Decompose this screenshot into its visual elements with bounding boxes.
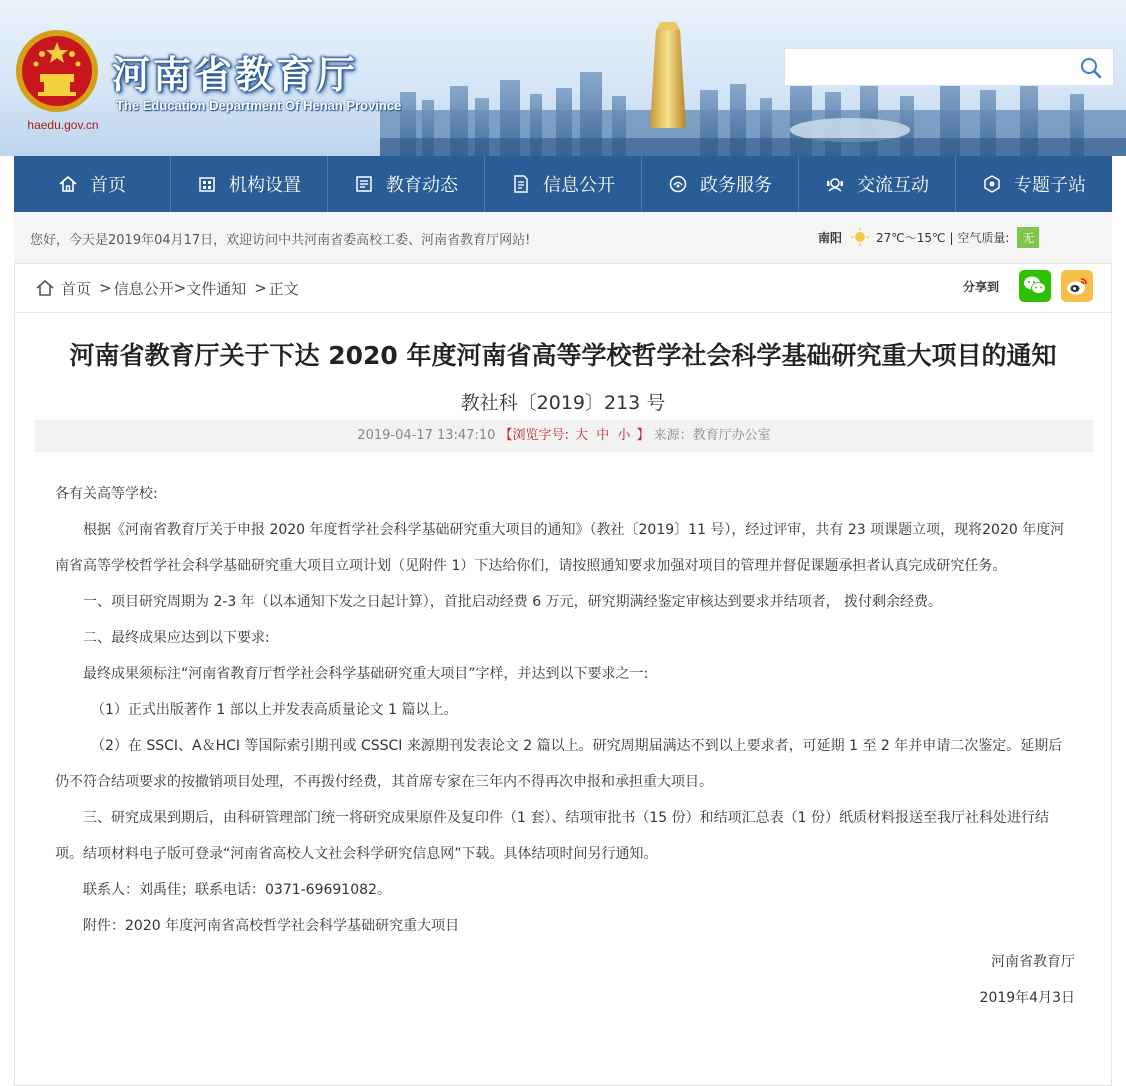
- breadcrumb: [35, 276, 299, 300]
- article-source: 来源：教育厅办公室: [653, 428, 771, 443]
- home-icon: [58, 174, 78, 194]
- weather-city: 南阳: [818, 230, 843, 245]
- content-divider: [15, 312, 1111, 313]
- font-size-selector: [500, 428, 654, 443]
- nav-label: 教育动态: [386, 175, 458, 196]
- breadcrumb-separator: >: [254, 279, 267, 297]
- article-paragraph: 根据《河南省教育厅关于申报 2020 年度哲学社会科学基础研究重大项目的通知》（教社〔2019〕11 号），经过评审，共有 23 项课题立项，现将2020 年度河南省高等学校哲学社会科学基础研究重大项目立项计划（见附件 1）下达给你们，请按照通知要求加强对项目的管理并督促课题承担者认真完成研究任务。: [55, 522, 1065, 574]
- breadcrumb-info-disclosure[interactable]: 信息公开: [113, 279, 174, 298]
- search-box: [784, 48, 1114, 86]
- nav-item-interaction[interactable]: [799, 156, 956, 212]
- article-meta-bar: [35, 420, 1093, 452]
- sun-icon: [850, 227, 870, 247]
- article-paragraph: （2）在 SSCI、A＆HCI 等国际索引期刊或 CSSCI 来源期刊发表论文 2 篇以上。研究周期届满达不到以上要求者，可延期 1 至 2 年并申请二次鉴定。延期后仍不符合结项要求的按撤销项目处理，不再拨付经费，其首席专家在三年内不得再次申报和承担重大项目。: [55, 738, 1063, 790]
- search-input[interactable]: [785, 49, 1075, 85]
- header-banner: [0, 0, 1126, 156]
- document-icon: [511, 174, 531, 194]
- nav-label: 机构设置: [229, 175, 301, 196]
- site-subtitle: The Education Department Of Henan Province: [116, 98, 402, 113]
- nav-item-topic-sites[interactable]: [956, 156, 1112, 212]
- nav-item-organization[interactable]: [171, 156, 328, 212]
- nav-item-info-disclosure[interactable]: [485, 156, 642, 212]
- nav-item-home[interactable]: [14, 156, 171, 212]
- news-icon: [354, 174, 374, 194]
- building-icon: [197, 174, 217, 194]
- nav-label: 政务服务: [700, 175, 772, 196]
- article-paragraph: （1）正式出版著作 1 部以上并发表高质量论文 1 篇以上。: [91, 702, 458, 718]
- topic-icon: [982, 174, 1002, 194]
- air-quality-badge: 无: [1017, 227, 1039, 248]
- weibo-icon: [1065, 275, 1089, 297]
- nav-item-education-news[interactable]: [328, 156, 485, 212]
- chat-icon: [825, 174, 845, 194]
- weibo-share-button[interactable]: [1061, 270, 1093, 302]
- font-size-label: 【浏览字号:: [499, 428, 569, 443]
- welcome-message: 您好，今天是2019年04月17日，欢迎访问中共河南省委高校工委、河南省教育厅网站!: [30, 233, 531, 248]
- weather-temperature: 27℃～15℃: [876, 230, 946, 245]
- article-title: 河南省教育厅关于下达 2020 年度河南省高等学校哲学社会科学基础研究重大项目的通知: [69, 341, 1057, 370]
- content-panel: [14, 264, 1112, 1086]
- font-size-close: 】: [636, 428, 650, 443]
- nav-label: 交流互动: [857, 175, 929, 196]
- share-label: 分享到: [962, 279, 999, 294]
- article-paragraph: 二、最终成果应达到以下要求:: [83, 630, 270, 646]
- article-paragraph: 联系人：刘禹佳；联系电话：0371-69691082。: [83, 882, 391, 898]
- nav-label: 首页: [90, 175, 126, 196]
- home-icon[interactable]: [35, 278, 55, 298]
- weather-widget: [818, 225, 1039, 249]
- font-size-medium-button[interactable]: 中: [596, 428, 610, 443]
- breadcrumb-separator: >: [173, 279, 187, 297]
- breadcrumb-separator: >: [99, 279, 112, 297]
- welcome-bar: [14, 212, 1112, 264]
- share-bar: [963, 270, 1093, 302]
- article-paragraph: 各有关高等学校:: [55, 486, 158, 502]
- article-body: [55, 476, 1075, 1016]
- service-icon: [668, 174, 688, 194]
- document-number: 教社科〔2019〕213 号: [460, 392, 666, 414]
- font-size-small-button[interactable]: 小: [617, 428, 631, 443]
- font-size-large-button[interactable]: 大: [575, 428, 589, 443]
- breadcrumb-home[interactable]: 首页: [61, 279, 92, 298]
- article-paragraph: 最终成果须标注“河南省教育厅哲学社会科学基础研究重大项目”字样，并达到以下要求之一:: [83, 666, 649, 682]
- site-title[interactable]: 河南省教育厅: [112, 53, 359, 97]
- air-quality-label: | 空气质量:: [949, 230, 1010, 245]
- breadcrumb-file-notice[interactable]: 文件通知: [186, 279, 247, 298]
- article-paragraph: 河南省教育厅: [991, 954, 1075, 970]
- wechat-share-button[interactable]: [1019, 270, 1051, 302]
- article-paragraph: 一、项目研究周期为 2-3 年（以本通知下发之日起计算），首批启动经费 6 万元，研究期满经鉴定审核达到要求并结项者， 拨付剩余经费。: [83, 594, 943, 610]
- publish-datetime: 2019-04-17 13:47:10: [357, 428, 496, 443]
- national-emblem-icon: [14, 28, 100, 114]
- site-url: haedu.gov.cn: [27, 118, 99, 132]
- main-nav: [14, 156, 1112, 212]
- breadcrumb-current: 正文: [268, 279, 299, 298]
- article-paragraph: 2019年4月3日: [979, 990, 1075, 1006]
- nav-label: 信息公开: [543, 175, 615, 196]
- nav-label: 专题子站: [1014, 175, 1086, 196]
- wechat-icon: [1023, 275, 1047, 297]
- search-icon[interactable]: [1079, 56, 1103, 80]
- article-paragraph: 附件：2020 年度河南省高校哲学社会科学基础研究重大项目: [83, 918, 460, 934]
- article-paragraph: 三、研究成果到期后，由科研管理部门统一将研究成果原件及复印件（1 套）、结项审批书（15 份）和结项汇总表（1 份）纸质材料报送至我厅社科处进行结项。结项材料电子版可登录“河南省高校人文社会科学研究信息网”下载。具体结项时间另行通知。: [55, 810, 1049, 862]
- nav-item-gov-services[interactable]: [642, 156, 799, 212]
